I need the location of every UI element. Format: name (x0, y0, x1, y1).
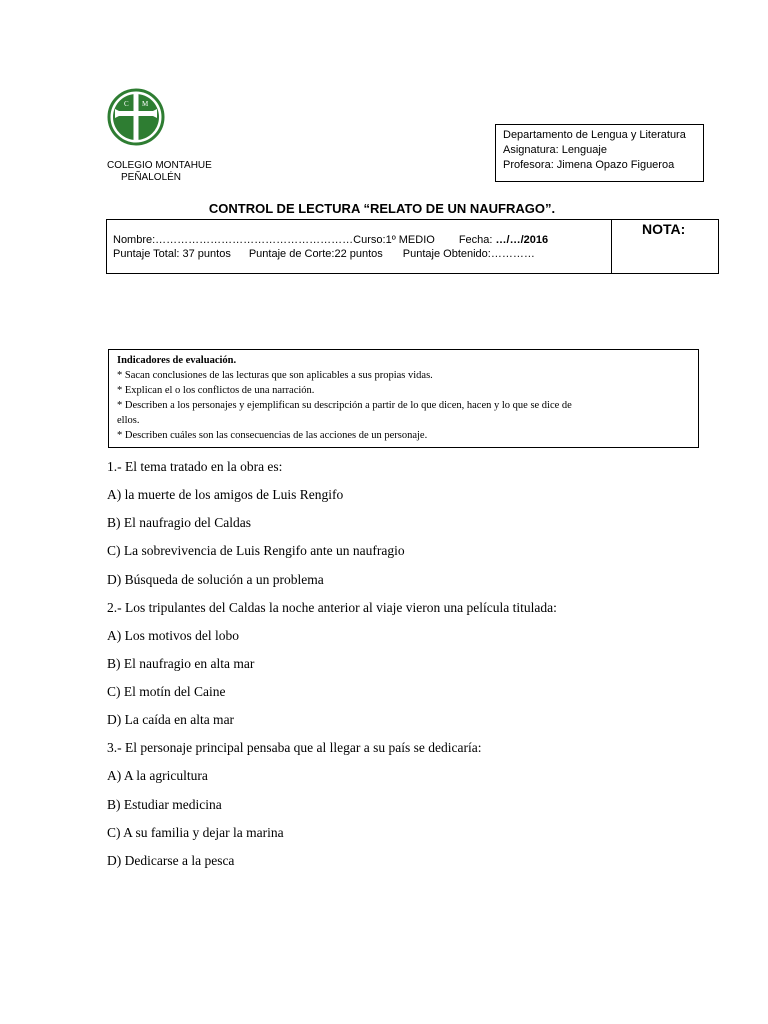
school-logo (107, 88, 165, 146)
indicator-item: * Explican el o los conflictos de una narración. (117, 385, 315, 396)
grade-label: NOTA: (642, 221, 686, 237)
name-course-field[interactable]: Nombre:………………………………………………Curso:1º MEDIO (113, 234, 435, 246)
question-1: 1.- El tema tratado en la obra es: (107, 459, 283, 474)
question-2: 2.- Los tripulantes del Caldas la noche anterior al viaje vieron una película titulada: (107, 600, 557, 615)
logo-letters: C (124, 100, 129, 108)
date-label: Fecha: (458, 234, 493, 246)
dept-line-subject: Asignatura: Lenguaje (503, 144, 607, 156)
q3-option-a[interactable]: A) A la agricultura (107, 768, 208, 783)
school-name (107, 160, 212, 184)
cutoff-score: Puntaje de Corte:22 puntos (248, 248, 383, 260)
dept-line-department: Departamento de Lengua y Literatura (503, 129, 686, 141)
q1-option-b[interactable]: B) El naufragio del Caldas (107, 515, 251, 530)
q1-option-d[interactable]: D) Búsqueda de solución a un problema (107, 572, 324, 587)
dept-line-teacher: Profesora: Jimena Opazo Figueroa (503, 159, 675, 171)
q3-option-b[interactable]: B) Estudiar medicina (107, 797, 222, 812)
q1-option-c[interactable]: C) La sobrevivencia de Luis Rengifo ante un naufragio (107, 543, 405, 558)
school-line1: COLEGIO MONTAHUE (107, 160, 212, 171)
q3-option-c[interactable]: C) A su familia y dejar la marina (107, 825, 284, 840)
question-3: 3.- El personaje principal pensaba que al llegar a su país se dedicaría: (107, 740, 482, 755)
total-score: Puntaje Total: 37 puntos (113, 248, 231, 260)
indicator-item: * Describen cuáles son las consecuencias de las acciones de un personaje. (117, 430, 428, 441)
indicator-item: ellos. (117, 415, 140, 426)
info-row-scores (113, 248, 535, 260)
page-title: CONTROL DE LECTURA “RELATO DE UN NAUFRAGO”. (208, 201, 556, 216)
info-row-name (113, 234, 548, 246)
indicator-item: * Describen a los personajes y ejemplifican su descripción a partir de lo que dicen, hacen y lo que se dice de (117, 400, 572, 411)
q3-option-d[interactable]: D) Dedicarse a la pesca (107, 853, 235, 868)
q2-option-b[interactable]: B) El naufragio en alta mar (107, 656, 255, 671)
indicators-title: Indicadores de evaluación. (117, 355, 237, 366)
svg-text:M: M (142, 100, 149, 108)
department-box (495, 124, 704, 182)
q2-option-d[interactable]: D) La caída en alta mar (107, 712, 235, 727)
student-info-box (106, 219, 719, 274)
obtained-score-field[interactable]: Puntaje Obtenido:………… (402, 248, 535, 260)
q2-option-a[interactable]: A) Los motivos del lobo (107, 628, 239, 643)
school-line2: PEÑALOLÉN (121, 172, 182, 183)
date-field[interactable]: …/…/2016 (495, 234, 549, 246)
q2-option-c[interactable]: C) El motín del Caine (107, 684, 226, 699)
evaluation-indicators-box (108, 349, 699, 448)
q1-option-a[interactable]: A) la muerte de los amigos de Luis Rengifo (107, 487, 344, 502)
indicator-item: * Sacan conclusiones de las lecturas que son aplicables a sus propias vidas. (117, 370, 433, 381)
student-info-fields (107, 220, 612, 273)
